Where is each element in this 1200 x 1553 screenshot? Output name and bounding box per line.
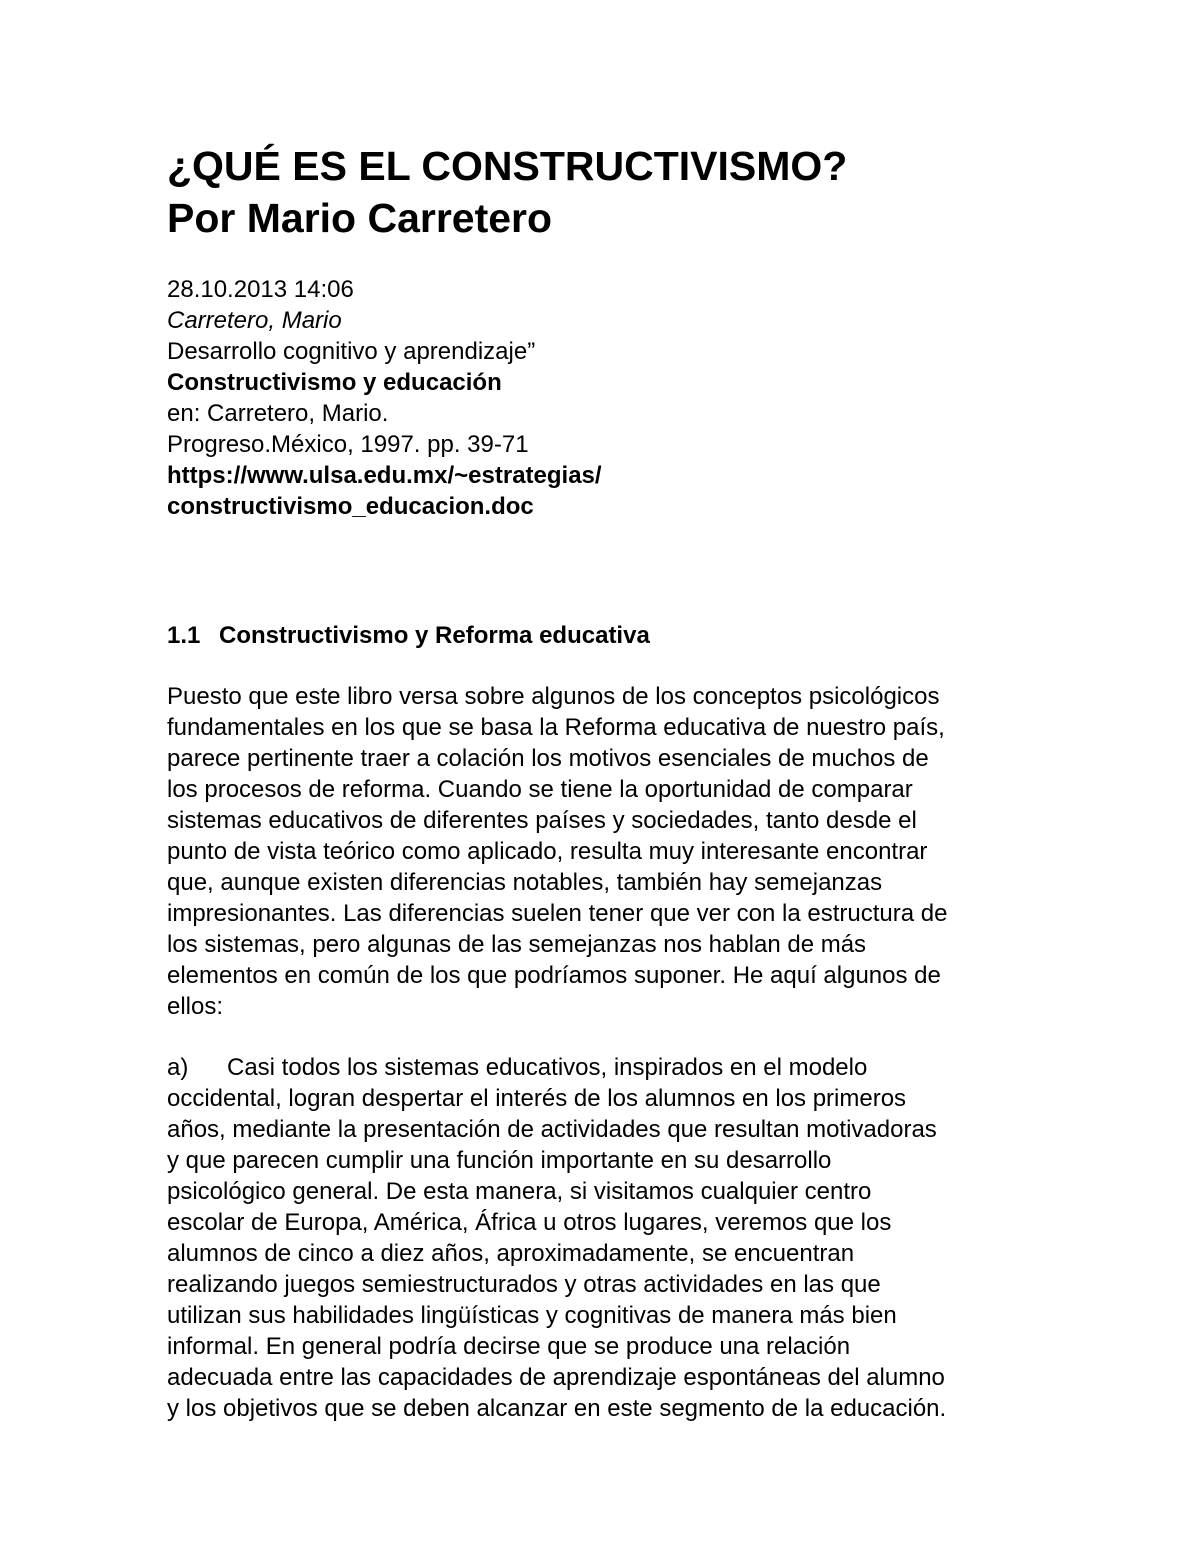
section-title: Constructivismo y Reforma educativa <box>219 622 650 649</box>
title-line-2: Por Mario Carretero <box>167 195 553 241</box>
paragraph-line: fundamentales en los que se basa la Reforma educativa de nuestro país, <box>167 714 945 741</box>
paragraph-1 <box>167 681 1047 1022</box>
paragraph-line: los procesos de reforma. Cuando se tiene la oportunidad de comparar <box>167 776 913 803</box>
publisher: Progreso.México, 1997. pp. 39-71 <box>167 431 529 458</box>
paragraph-line: punto de vista teórico como aplicado, resulta muy interesante encontrar <box>167 838 928 865</box>
paragraph-line: parece pertinente traer a colación los motivos esenciales de muchos de <box>167 745 929 772</box>
paragraph-line: occidental, logran despertar el interés de los alumnos en los primeros <box>167 1085 907 1112</box>
paragraph-line: sistemas educativos de diferentes países y sociedades, tanto desde el <box>167 807 917 834</box>
paragraph-line: impresionantes. Las diferencias suelen tener que ver con la estructura de <box>167 900 948 927</box>
list-item-a <box>167 1052 1047 1424</box>
source-url-line-2: constructivismo_educacion.doc <box>167 493 534 520</box>
section-number: 1.1 <box>167 622 201 649</box>
paragraph-line: adecuada entre las capacidades de aprendizaje espontáneas del alumno <box>167 1364 945 1391</box>
paragraph-line: ellos: <box>167 993 224 1020</box>
section-heading <box>167 620 1047 651</box>
title-line-1: ¿QUÉ ES EL CONSTRUCTIVISMO? <box>167 143 848 189</box>
paragraph-line: años, mediante la presentación de actividades que resultan motivadoras <box>167 1116 937 1143</box>
book-title: Constructivismo y educación <box>167 369 502 396</box>
paragraph-line: psicológico general. De esta manera, si visitamos cualquier centro <box>167 1178 872 1205</box>
author: Carretero, Mario <box>167 307 342 334</box>
document-page <box>167 140 1047 1424</box>
paragraph-line: Puesto que este libro versa sobre algunos de los conceptos psicológicos <box>167 683 940 710</box>
date-time: 28.10.2013 14:06 <box>167 276 354 303</box>
topic: Desarrollo cognitivo y aprendizaje” <box>167 338 536 365</box>
source-url-line-1: https://www.ulsa.edu.mx/~estrategias/ <box>167 462 602 489</box>
paragraph-line: utilizan sus habilidades lingüísticas y cognitivas de manera más bien <box>167 1302 897 1329</box>
list-item-first-line <box>167 1052 1047 1083</box>
paragraph-line: los sistemas, pero algunas de las semejanzas nos hablan de más <box>167 931 867 958</box>
paragraph-line: escolar de Europa, América, África u otros lugares, veremos que los <box>167 1209 892 1236</box>
paragraph-line: que, aunque existen diferencias notables, también hay semejanzas <box>167 869 883 896</box>
paragraph-line: elementos en común de los que podríamos suponer. He aquí algunos de <box>167 962 941 989</box>
list-marker: a) <box>167 1054 189 1081</box>
paragraph-line: informal. En general podría decirse que se produce una relación <box>167 1333 851 1360</box>
list-item-text: Casi todos los sistemas educativos, inspirados en el modelo <box>227 1054 868 1081</box>
paragraph-line: realizando juegos semiestructurados y otras actividades en las que <box>167 1271 881 1298</box>
document-title <box>167 140 1047 244</box>
paragraph-line: alumnos de cinco a diez años, aproximadamente, se encuentran <box>167 1240 855 1267</box>
citation-block <box>167 274 1047 522</box>
paragraph-line: y que parecen cumplir una función importante en su desarrollo <box>167 1147 832 1174</box>
source: en: Carretero, Mario. <box>167 400 389 427</box>
paragraph-line: y los objetivos que se deben alcanzar en este segmento de la educación. <box>167 1395 947 1422</box>
